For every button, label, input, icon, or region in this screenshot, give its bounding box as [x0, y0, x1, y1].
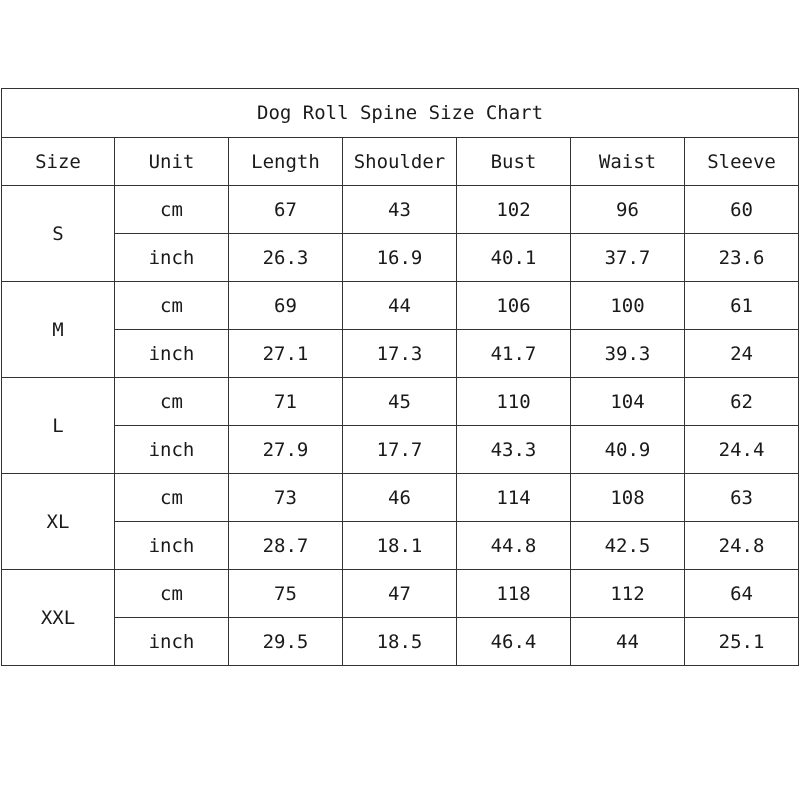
header-sleeve: Sleeve: [685, 138, 799, 186]
waist-cell: 42.5: [571, 522, 685, 570]
waist-cell: 112: [571, 570, 685, 618]
length-cell: 29.5: [229, 618, 343, 666]
size-label: XXL: [2, 570, 115, 666]
size-label: M: [2, 282, 115, 378]
waist-cell: 44: [571, 618, 685, 666]
length-cell: 69: [229, 282, 343, 330]
header-length: Length: [229, 138, 343, 186]
sleeve-cell: 62: [685, 378, 799, 426]
size-label: XL: [2, 474, 115, 570]
size-row-cm: [2, 378, 799, 426]
bust-cell: 114: [457, 474, 571, 522]
shoulder-cell: 47: [343, 570, 457, 618]
shoulder-cell: 17.3: [343, 330, 457, 378]
sleeve-cell: 63: [685, 474, 799, 522]
length-cell: 73: [229, 474, 343, 522]
bust-cell: 44.8: [457, 522, 571, 570]
length-cell: 28.7: [229, 522, 343, 570]
bust-cell: 102: [457, 186, 571, 234]
bust-cell: 106: [457, 282, 571, 330]
size-row-cm: [2, 474, 799, 522]
sleeve-cell: 23.6: [685, 234, 799, 282]
length-cell: 67: [229, 186, 343, 234]
length-cell: 26.3: [229, 234, 343, 282]
header-bust: Bust: [457, 138, 571, 186]
shoulder-cell: 45: [343, 378, 457, 426]
length-cell: 71: [229, 378, 343, 426]
table-title: Dog Roll Spine Size Chart: [2, 89, 799, 138]
unit-cell: inch: [115, 330, 229, 378]
header-shoulder: Shoulder: [343, 138, 457, 186]
length-cell: 27.9: [229, 426, 343, 474]
sleeve-cell: 25.1: [685, 618, 799, 666]
title-row: [2, 89, 799, 138]
size-row-inch: [2, 330, 799, 378]
size-row-cm: [2, 570, 799, 618]
unit-cell: inch: [115, 618, 229, 666]
size-row-inch: [2, 426, 799, 474]
unit-cell: cm: [115, 186, 229, 234]
size-row-cm: [2, 282, 799, 330]
sleeve-cell: 64: [685, 570, 799, 618]
sleeve-cell: 24: [685, 330, 799, 378]
sleeve-cell: 24.4: [685, 426, 799, 474]
shoulder-cell: 18.1: [343, 522, 457, 570]
bust-cell: 43.3: [457, 426, 571, 474]
bust-cell: 46.4: [457, 618, 571, 666]
size-row-cm: [2, 186, 799, 234]
unit-cell: inch: [115, 234, 229, 282]
header-row: [2, 138, 799, 186]
shoulder-cell: 16.9: [343, 234, 457, 282]
size-row-inch: [2, 522, 799, 570]
bust-cell: 118: [457, 570, 571, 618]
waist-cell: 96: [571, 186, 685, 234]
shoulder-cell: 17.7: [343, 426, 457, 474]
waist-cell: 108: [571, 474, 685, 522]
waist-cell: 104: [571, 378, 685, 426]
unit-cell: cm: [115, 378, 229, 426]
unit-cell: inch: [115, 426, 229, 474]
sleeve-cell: 60: [685, 186, 799, 234]
bust-cell: 40.1: [457, 234, 571, 282]
size-row-inch: [2, 234, 799, 282]
sleeve-cell: 24.8: [685, 522, 799, 570]
header-waist: Waist: [571, 138, 685, 186]
bust-cell: 110: [457, 378, 571, 426]
bust-cell: 41.7: [457, 330, 571, 378]
waist-cell: 100: [571, 282, 685, 330]
size-row-inch: [2, 618, 799, 666]
sleeve-cell: 61: [685, 282, 799, 330]
header-unit: Unit: [115, 138, 229, 186]
size-label: L: [2, 378, 115, 474]
shoulder-cell: 46: [343, 474, 457, 522]
shoulder-cell: 43: [343, 186, 457, 234]
shoulder-cell: 44: [343, 282, 457, 330]
waist-cell: 37.7: [571, 234, 685, 282]
length-cell: 27.1: [229, 330, 343, 378]
unit-cell: cm: [115, 570, 229, 618]
size-label: S: [2, 186, 115, 282]
unit-cell: inch: [115, 522, 229, 570]
waist-cell: 39.3: [571, 330, 685, 378]
size-chart-table: [1, 88, 799, 666]
shoulder-cell: 18.5: [343, 618, 457, 666]
waist-cell: 40.9: [571, 426, 685, 474]
length-cell: 75: [229, 570, 343, 618]
unit-cell: cm: [115, 282, 229, 330]
unit-cell: cm: [115, 474, 229, 522]
header-size: Size: [2, 138, 115, 186]
